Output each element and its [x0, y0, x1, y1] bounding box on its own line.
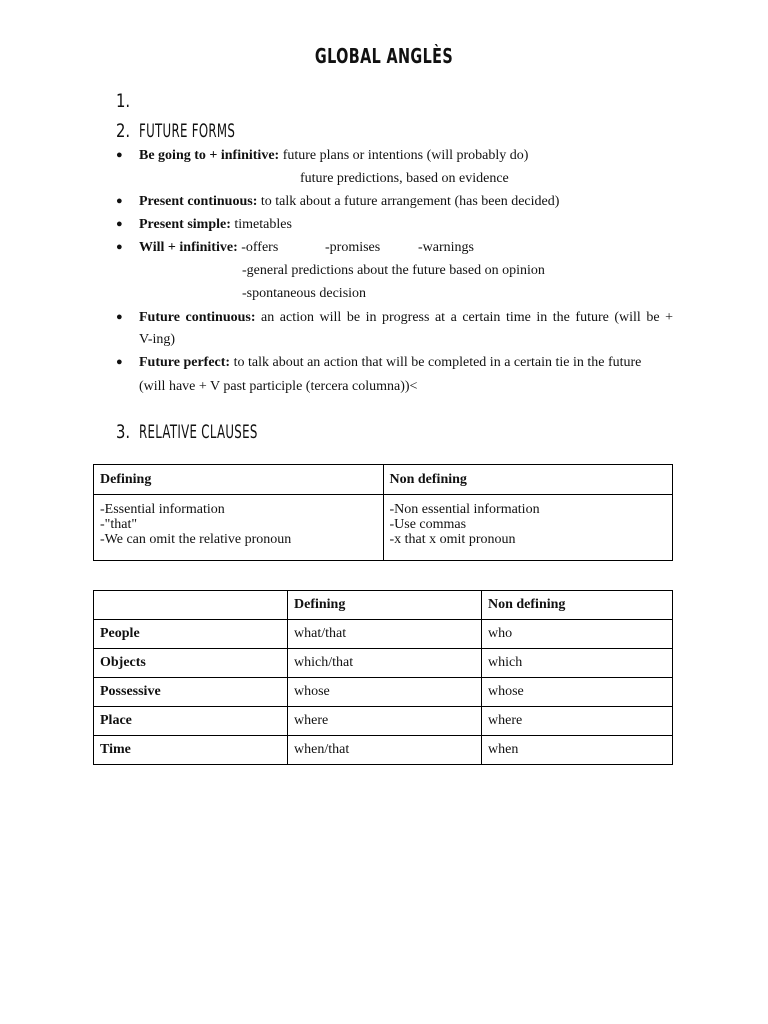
non-defining-notes-cell: [383, 495, 673, 561]
term-future-perfect: Future perfect:: [139, 355, 231, 370]
table-cell: whose: [482, 678, 673, 707]
table-cell: where: [482, 707, 673, 736]
table-header-row: [94, 465, 673, 495]
def-present-simple: timetables: [234, 217, 292, 232]
table-cell: whose: [288, 678, 482, 707]
table-header-cell: Defining: [94, 465, 384, 495]
note-line: -Use commas: [389, 517, 467, 532]
will-predictions: -general predictions about the future based on opinion: [242, 263, 545, 278]
bullet-icon: ●: [116, 149, 123, 161]
table-header-cell: Non defining: [482, 591, 673, 620]
bullet-icon: ●: [116, 356, 123, 368]
term-future-continuous: Future continuous:: [139, 310, 256, 325]
section-2-number: 2.: [116, 120, 131, 142]
section-3-heading: RELATIVE CLAUSES: [139, 421, 258, 443]
term-present-continuous: Present continuous:: [139, 194, 258, 209]
defining-notes-cell: [94, 495, 384, 561]
bullet-icon: ●: [116, 218, 123, 230]
bullet-icon: ●: [116, 195, 123, 207]
note-line: -Non essential information: [389, 502, 540, 517]
bullet-icon: ●: [116, 241, 123, 253]
section-2-heading: FUTURE FORMS: [139, 120, 236, 142]
row-label: Place: [94, 707, 288, 736]
future-continuous: [139, 309, 673, 327]
term-present-simple: Present simple:: [139, 217, 231, 232]
future-present-continuous: [139, 193, 559, 211]
note-line: -We can omit the relative pronoun: [100, 532, 292, 547]
table-cell: what/that: [288, 620, 482, 649]
future-going-to: [139, 147, 528, 165]
will-promises: -promises: [325, 240, 381, 255]
defining-comparison-table: [93, 464, 673, 561]
table-row: [94, 736, 673, 765]
future-present-simple: [139, 216, 292, 234]
term-will: Will + infinitive:: [139, 240, 238, 255]
table-cell: when/that: [288, 736, 482, 765]
table-cell: which/that: [288, 649, 482, 678]
table-header-cell: Non defining: [383, 465, 673, 495]
note-line: -x that x omit pronoun: [389, 532, 516, 547]
table-row: [94, 678, 673, 707]
will-offers: -offers: [241, 240, 279, 255]
section-1-number: 1.: [116, 90, 131, 112]
table-cell: when: [482, 736, 673, 765]
def-future-continuous-2: V-ing): [139, 332, 176, 347]
bullet-icon: ●: [116, 311, 123, 323]
row-label: People: [94, 620, 288, 649]
def-future-continuous: an action will be in progress at a certain time in the future (will be +: [261, 310, 673, 325]
table-cell: which: [482, 649, 673, 678]
table-header-cell: Defining: [288, 591, 482, 620]
def-going-to-2: future predictions, based on evidence: [300, 171, 509, 186]
section-3-number: 3.: [116, 421, 131, 443]
page-title: GLOBAL ANGLÈS: [314, 44, 454, 68]
will-warnings: -warnings: [418, 240, 474, 255]
row-label: Time: [94, 736, 288, 765]
future-will: [139, 239, 278, 257]
note-line: -"that": [100, 517, 138, 532]
row-label: Objects: [94, 649, 288, 678]
table-row: [94, 649, 673, 678]
future-perfect: [139, 354, 641, 372]
table-header-row: [94, 591, 673, 620]
table-cell: who: [482, 620, 673, 649]
def-future-perfect-2: (will have + V past participle (tercera columna))<: [139, 379, 418, 394]
table-row: [94, 495, 673, 561]
def-future-perfect: to talk about an action that will be completed in a certain tie in the future: [233, 355, 642, 370]
table-header-cell: [94, 591, 288, 620]
relative-pronouns-table: [93, 590, 673, 765]
table-row: [94, 707, 673, 736]
def-present-continuous: to talk about a future arrangement (has been decided): [260, 194, 560, 209]
note-line: -Essential information: [100, 502, 225, 517]
table-row: [94, 620, 673, 649]
def-going-to: future plans or intentions (will probably do): [282, 148, 529, 163]
table-cell: where: [288, 707, 482, 736]
row-label: Possessive: [94, 678, 288, 707]
term-going-to: Be going to + infinitive:: [139, 148, 280, 163]
will-spontaneous: -spontaneous decision: [242, 286, 367, 301]
